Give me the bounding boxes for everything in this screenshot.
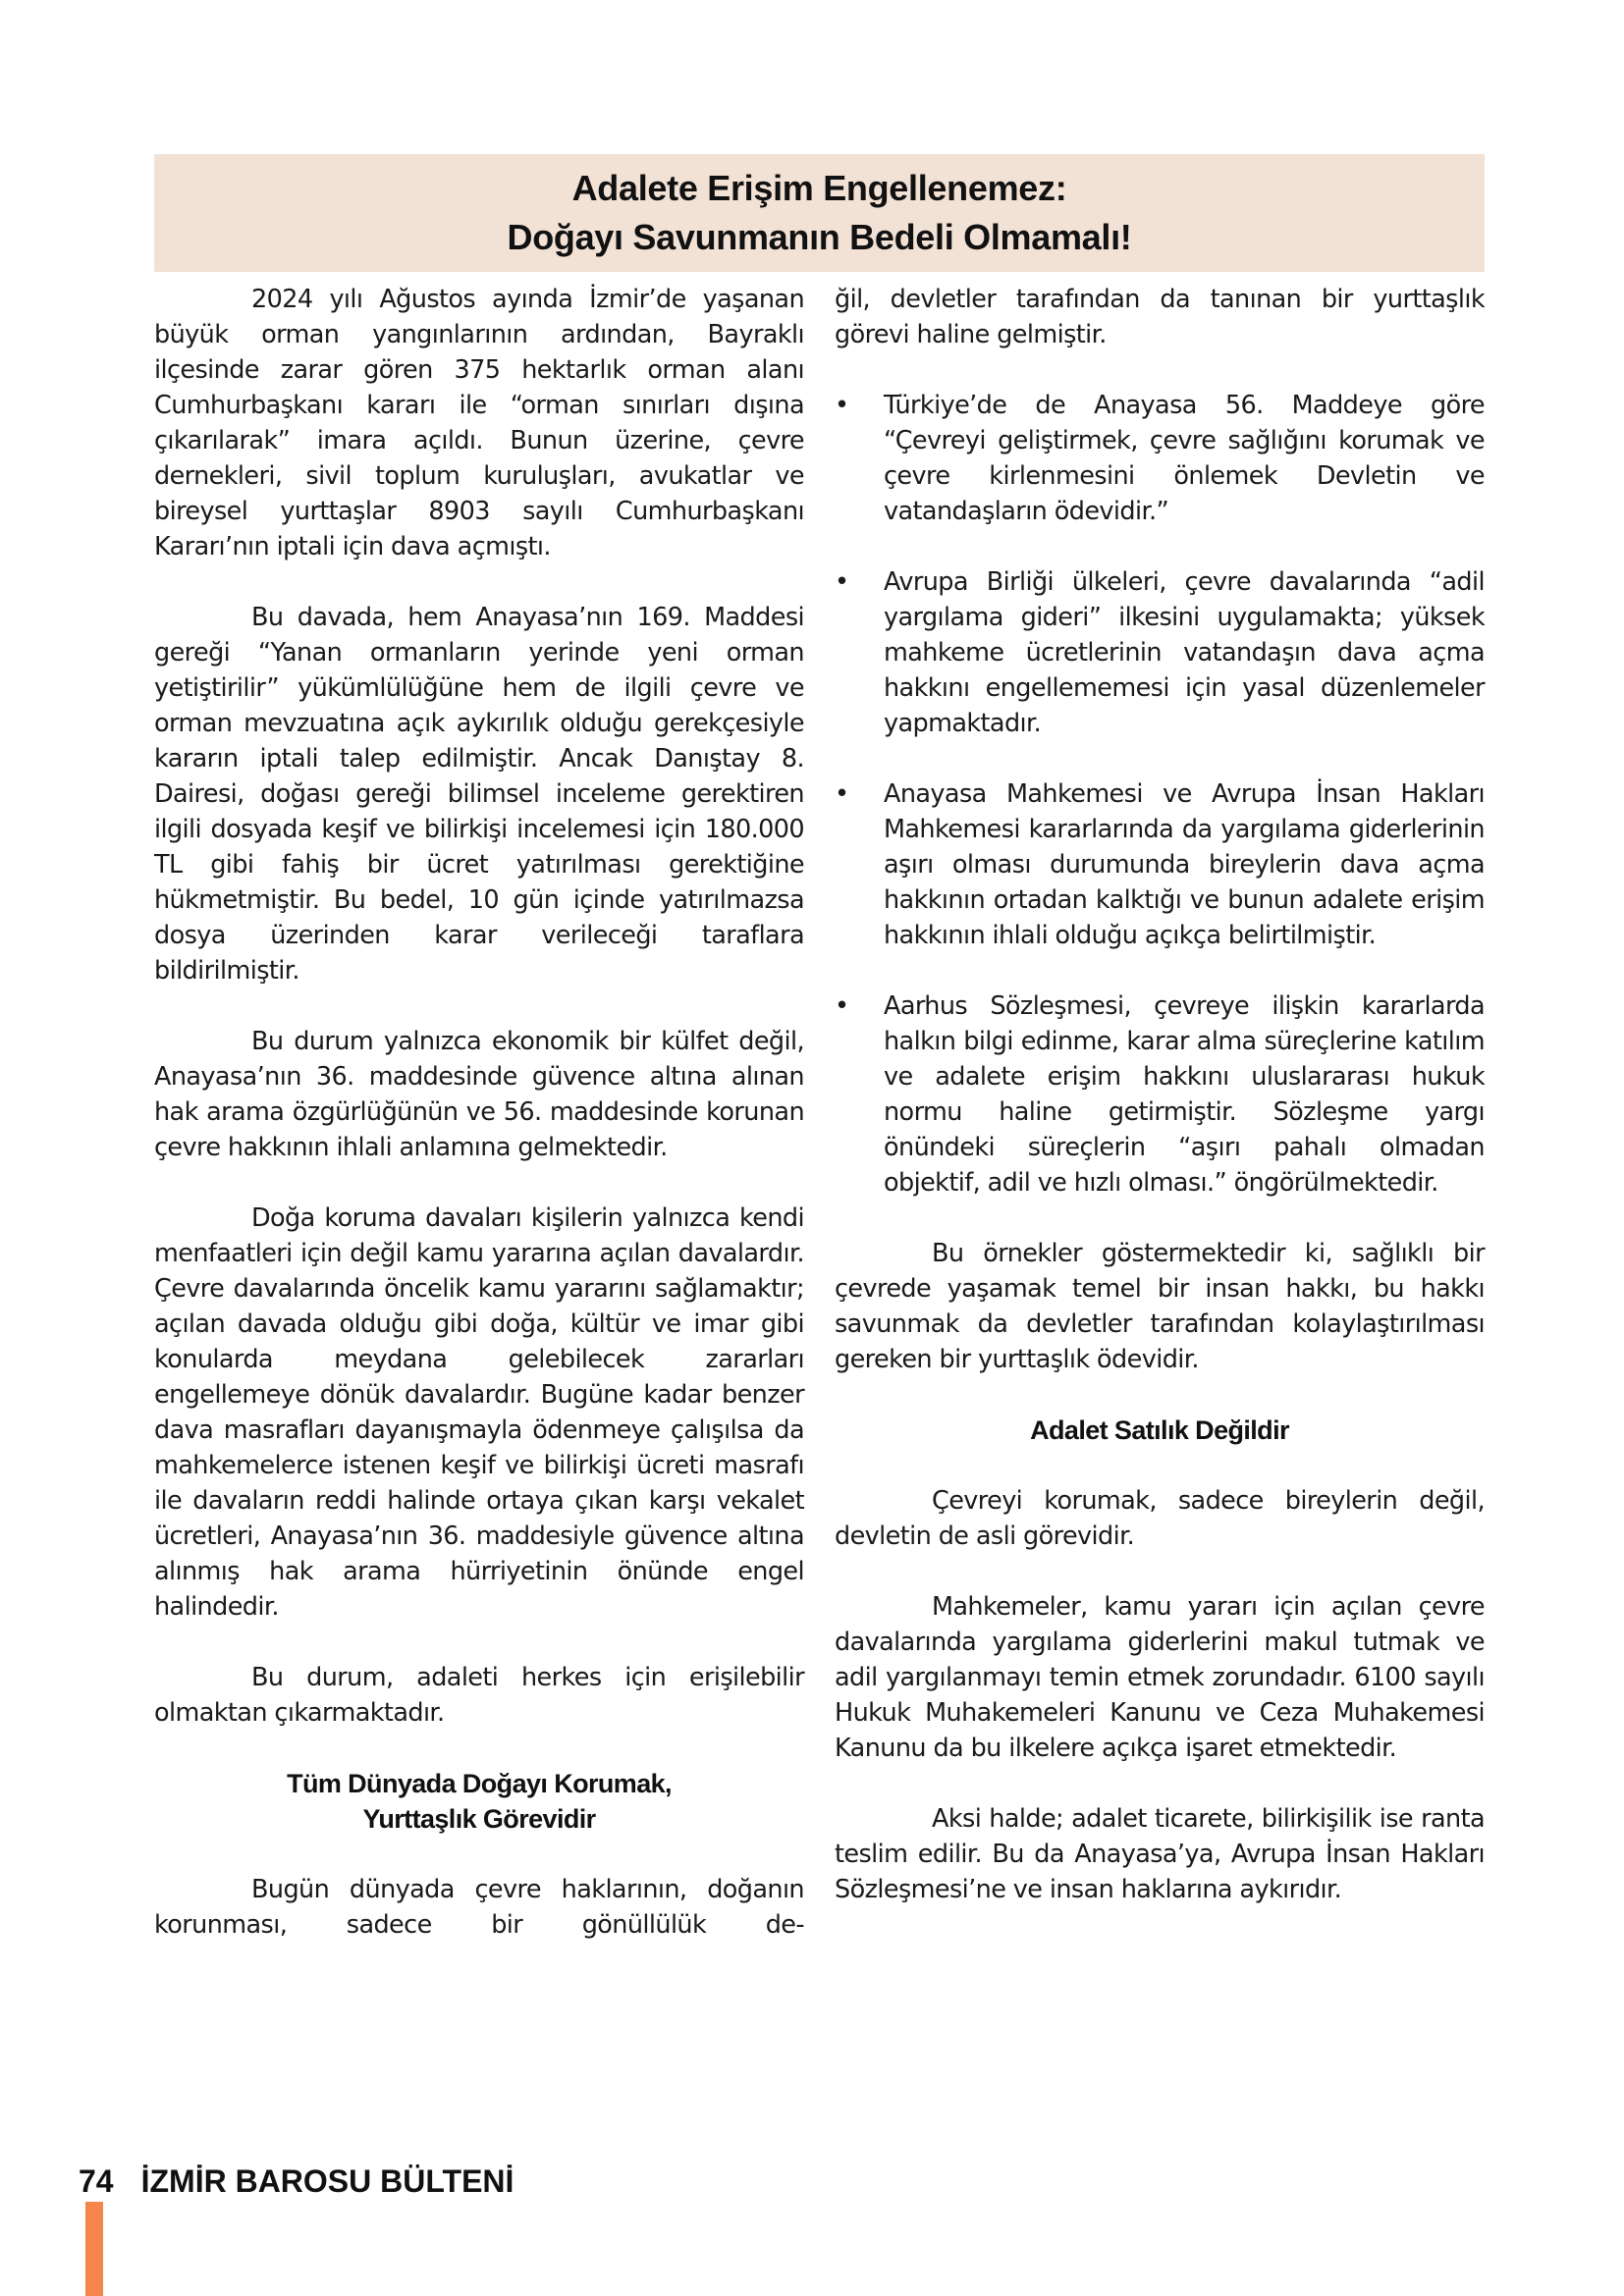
- bullet-item: [835, 388, 1485, 529]
- accent-bar: [85, 2202, 103, 2296]
- bullet-text: Avrupa Birliği ülkeleri, çevre davalarında “adil yargılama gideri” ilkesini uygulamakta; yüksek mahkeme ücretlerinin vatandaşın dava açma hakkını engellememesi için yasal düzenlemeler yapmaktadır.: [884, 567, 1485, 738]
- bullet-text: Anayasa Mahkemesi ve Avrupa İnsan Hakları Mahkemesi kararlarında da yargılama giderlerinin aşırı olması durumunda bireylerin dava açma hakkının ortadan kalktığı ve bunun adalete erişim hakkının ihlali olduğu açıkça belirtilmiştir.: [884, 779, 1485, 950]
- article-title-line-2: Doğayı Savunmanın Bedeli Olmamalı!: [507, 217, 1132, 257]
- bullet-icon: •: [835, 391, 849, 420]
- paragraph: Doğa koruma davaları kişilerin yalnızca kendi menfaatleri için değil kamu yararına açılan davalardır. Çevre davalarında öncelik kamu yararını sağlamaktır; açılan davada olduğu gibi doğa, kültür ve imar gibi konularda meydana gelebilecek zararları engellemeye dönük davalardır. Bugüne kadar benzer dava masrafları dayanışmayla ödenmeye çalışılsa da mahkemelerce istenen keşif ve bilirkişi ücreti masrafı ile davaların reddi halinde ortaya çıkan karşı vekalet ücretleri, Anayasa’nın 36. maddesiyle güvence altına alınmış hak arama hürriyetinin önünde engel halindedir.: [154, 1203, 804, 1622]
- paragraph: Çevreyi korumak, sadece bireylerin değil, devletin de asli görevidir.: [835, 1486, 1485, 1551]
- bullet-item: [835, 776, 1485, 953]
- paragraph: Bu durum, adaleti herkes için erişilebilir olmaktan çıkarmaktadır.: [154, 1663, 804, 1728]
- bullet-text: Aarhus Sözleşmesi, çevreye ilişkin kararlarda halkın bilgi edinme, karar alma süreçlerine katılım ve adalete erişim hakkını uluslararası hukuk normu haline getirmiştir. Sözleşme yargı önündeki süreçlerin “aşırı pahalı olmadan objektif, adil ve hızlı olması.” öngörülmektedir.: [884, 991, 1485, 1198]
- article-title-banner: [154, 154, 1485, 272]
- paragraph: Bugün dünyada çevre haklarının, doğanın korunması, sadece bir gönüllülük de-: [154, 1875, 804, 1940]
- section-heading-line: Yurttaşlık Görevidir: [362, 1804, 596, 1834]
- section-heading-world: [154, 1766, 804, 1837]
- section-heading-line: Tüm Dünyada Doğayı Korumak,: [287, 1769, 672, 1798]
- section-heading-justice: Adalet Satılık Değildir: [1030, 1415, 1289, 1445]
- bullet-icon: •: [835, 991, 849, 1021]
- page-footer: [79, 2163, 514, 2200]
- bullet-icon: •: [835, 779, 849, 809]
- paragraph: 2024 yılı Ağustos ayında İzmir’de yaşanan büyük orman yangınlarının ardından, Bayraklı ilçesinde zarar gören 375 hektarlık orman alanı Cumhurbaşkanı kararı ile “orman sınırları dışına çıkarılarak” imara açıldı. Bunun üzerine, çevre dernekleri, sivil toplum kuruluşları, avukatlar ve bireysel yurttaşlar 8903 sayılı Cumhurbaşkanı Kararı’nın iptali için dava açmıştı.: [154, 285, 804, 561]
- paragraph: Aksi halde; adalet ticarete, bilirkişilik ise ranta teslim edilir. Bu da Anayasa’ya, Avrupa İnsan Hakları Sözleşmesi’ne ve insan haklarına aykırıdır.: [835, 1804, 1485, 1904]
- paragraph: Bu durum yalnızca ekonomik bir külfet değil, Anayasa’nın 36. maddesinde güvence altına alınan hak arama özgürlüğünün ve 56. maddesinde korunan çevre hakkının ihlali anlamına gelmektedir.: [154, 1027, 804, 1162]
- paragraph: Bu davada, hem Anayasa’nın 169. Maddesi gereği “Yanan ormanların yerinde yeni orman yetiştirilir” yükümlülüğüne hem de ilgili çevre ve orman mevzuatına açık aykırılık olduğu gerekçesiyle kararın iptali talep edilmiştir. Ancak Danıştay 8. Dairesi, doğası gereği bilimsel inceleme gerektiren ilgili dosyada keşif ve bilirkişi incelemesi için 180.000 TL gibi fahiş bir ücret yatırılması gerektiğine hükmetmiştir. Bu bedel, 10 gün içinde yatırılmazsa dosya üzerinden karar verileceği taraflara bildirilmiştir.: [154, 603, 804, 986]
- bullet-item: [835, 988, 1485, 1201]
- bullet-icon: •: [835, 567, 849, 597]
- bullet-item: [835, 564, 1485, 741]
- page-number: 74: [79, 2163, 114, 2199]
- paragraph-continuation: ğil, devletler tarafından da tanınan bir yurttaşlık görevi haline gelmiştir.: [835, 285, 1485, 349]
- publication-name: İZMİR BAROSU BÜLTENİ: [140, 2163, 514, 2199]
- right-column: [835, 282, 1485, 1943]
- paragraph: Mahkemeler, kamu yararı için açılan çevre davalarında yargılama giderlerini makul tutmak ve adil yargılanmayı temin etmek zorundadır. 6100 sayılı Hukuk Muhakemeleri Kanunu ve Ceza Muhakemesi Kanunu da bu ilkelere açıkça işaret etmektedir.: [835, 1592, 1485, 1763]
- paragraph: Bu örnekler göstermektedir ki, sağlıklı bir çevrede yaşamak temel bir insan hakkı, bu hakkı savunmak da devletler tarafından kolaylaştırılması gereken bir yurttaşlık ödevidir.: [835, 1239, 1485, 1374]
- bullet-list: [835, 388, 1485, 1201]
- left-column: [154, 282, 804, 1978]
- bullet-text: Türkiye’de de Anayasa 56. Maddeye göre “Çevreyi geliştirmek, çevre sağlığını korumak ve çevre kirlenmesini önlemek Devletin ve vatandaşların ödevidir.”: [884, 391, 1485, 526]
- article-title-line-1: Adalete Erişim Engellenemez:: [571, 168, 1067, 208]
